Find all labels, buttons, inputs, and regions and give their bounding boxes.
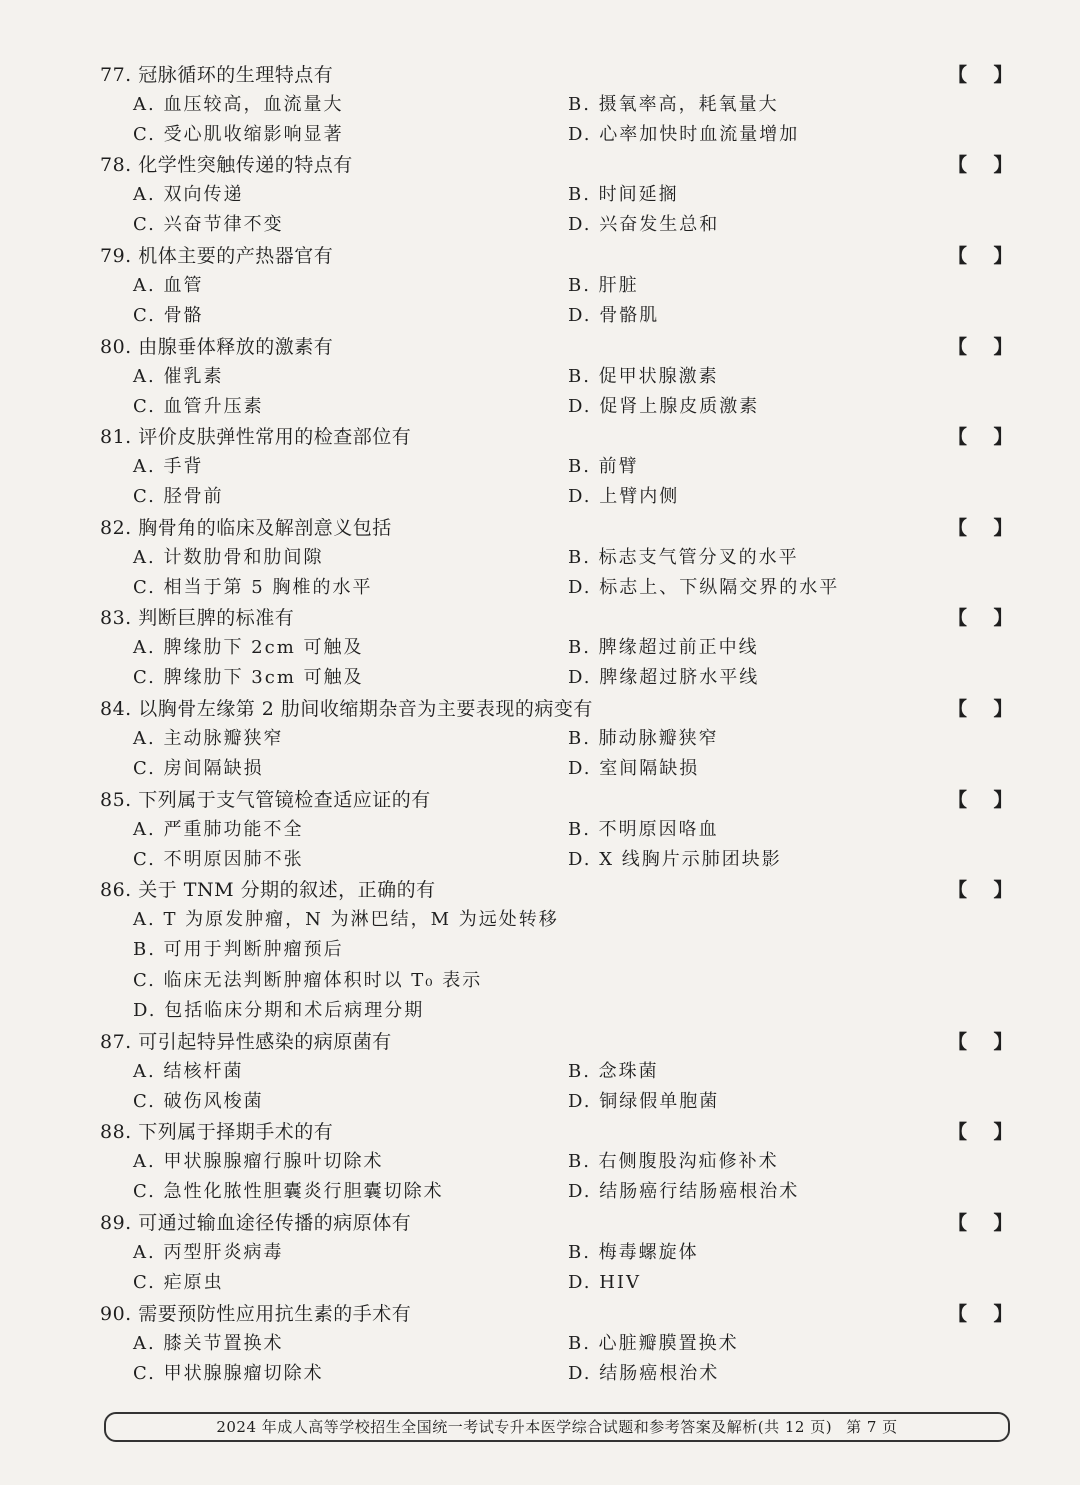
option-c: C. 急性化脓性胆囊炎行胆囊切除术 (133, 1181, 444, 1202)
question-stem: 87. 可引起特异性感染的病原菌有 (100, 1031, 392, 1053)
option-a: A. 丙型肝炎病毒 (133, 1242, 284, 1263)
option-c: C. 脾缘肋下 3cm 可触及 (133, 667, 364, 688)
option-a: A. 计数肋骨和肋间隙 (133, 547, 324, 568)
answer-bracket: 【 】 (948, 879, 1013, 901)
question-stem: 84. 以胸骨左缘第 2 肋间收缩期杂音为主要表现的病变有 (100, 698, 593, 720)
question-stem: 90. 需要预防性应用抗生素的手术有 (100, 1303, 412, 1325)
option-b: B. 前臂 (568, 456, 639, 477)
option-d: D. 结肠癌根治术 (568, 1363, 720, 1384)
option-c: C. 兴奋节律不变 (133, 214, 284, 235)
option-d: D. 结肠癌行结肠癌根治术 (568, 1181, 800, 1202)
option-d: D. 上臂内侧 (568, 486, 680, 507)
option-c: C. 房间隔缺损 (133, 758, 264, 779)
question-stem: 78. 化学性突触传递的特点有 (100, 154, 353, 176)
option-c: C. 不明原因肺不张 (133, 849, 304, 870)
question-stem: 80. 由腺垂体释放的激素有 (100, 336, 334, 358)
option-c: C. 破伤风梭菌 (133, 1091, 264, 1112)
option-a: A. 主动脉瓣狭窄 (133, 728, 284, 749)
option-c: C. 胫骨前 (133, 486, 224, 507)
question-stem: 85. 下列属于支气管镜检查适应证的有 (100, 789, 431, 811)
option-b: B. 脾缘超过前正中线 (568, 637, 759, 658)
answer-bracket: 【 】 (948, 1303, 1013, 1325)
option-a: A. 双向传递 (133, 184, 244, 205)
answer-bracket: 【 】 (948, 789, 1013, 811)
page-footer (104, 1412, 1010, 1442)
option-a: A. 结核杆菌 (133, 1061, 244, 1082)
footer-title: 2024 年成人高等学校招生全国统一考试专升本医学综合试题和参考答案及解析(共 12 页) (216, 1418, 833, 1436)
option-b: B. 摄氧率高，耗氧量大 (568, 94, 779, 115)
option-a: A. 膝关节置换术 (133, 1333, 284, 1354)
answer-bracket: 【 】 (948, 1031, 1013, 1053)
option-b: B. 梅毒螺旋体 (568, 1242, 699, 1263)
option-c: C. 疟原虫 (133, 1272, 224, 1293)
question-stem: 79. 机体主要的产热器官有 (100, 245, 334, 267)
answer-bracket: 【 】 (948, 607, 1013, 629)
option-d: D. 铜绿假单胞菌 (568, 1091, 720, 1112)
question-stem: 88. 下列属于择期手术的有 (100, 1121, 334, 1143)
option-a: A. 催乳素 (133, 366, 224, 387)
option-d: D. 脾缘超过脐水平线 (568, 667, 760, 688)
option-d: D. 心率加快时血流量增加 (568, 124, 800, 145)
question-stem: 77. 冠脉循环的生理特点有 (100, 64, 334, 86)
option-c: C. 血管升压素 (133, 396, 264, 417)
answer-bracket: 【 】 (948, 1121, 1013, 1143)
option-a: A. 严重肺功能不全 (133, 819, 304, 840)
option-b: B. 肝脏 (568, 275, 639, 296)
option-c: C. 骨骼 (133, 305, 204, 326)
option-b: B. 时间延搁 (568, 184, 679, 205)
option-d: D. 包括临床分期和术后病理分期 (133, 1000, 425, 1021)
option-a: A. 脾缘肋下 2cm 可触及 (133, 637, 364, 658)
option-c: C. 相当于第 5 胸椎的水平 (133, 577, 373, 598)
option-b: B. 促甲状腺激素 (568, 366, 719, 387)
option-b: B. 心脏瓣膜置换术 (568, 1333, 739, 1354)
option-c: C. 临床无法判断肿瘤体积时以 T₀ 表示 (133, 970, 483, 991)
option-a: A. 甲状腺腺瘤行腺叶切除术 (133, 1151, 384, 1172)
option-b: B. 右侧腹股沟疝修补术 (568, 1151, 779, 1172)
answer-bracket: 【 】 (948, 154, 1013, 176)
option-a: A. T 为原发肿瘤，N 为淋巴结，M 为远处转移 (133, 909, 559, 930)
question-stem: 82. 胸骨角的临床及解剖意义包括 (100, 517, 392, 539)
answer-bracket: 【 】 (948, 336, 1013, 358)
question-stem: 86. 关于 TNM 分期的叙述，正确的有 (100, 879, 436, 901)
answer-bracket: 【 】 (948, 698, 1013, 720)
option-a: A. 血压较高，血流量大 (133, 94, 344, 115)
option-c: C. 甲状腺腺瘤切除术 (133, 1363, 324, 1384)
option-a: A. 手背 (133, 456, 204, 477)
option-d: D. 室间隔缺损 (568, 758, 700, 779)
option-b: B. 念珠菌 (568, 1061, 659, 1082)
question-stem: 81. 评价皮肤弹性常用的检查部位有 (100, 426, 412, 448)
option-d: D. HIV (568, 1272, 642, 1293)
answer-bracket: 【 】 (948, 245, 1013, 267)
option-d: D. X 线胸片示肺团块影 (568, 849, 782, 870)
answer-bracket: 【 】 (948, 426, 1013, 448)
page-number: 第 7 页 (846, 1418, 898, 1436)
option-d: D. 标志上、下纵隔交界的水平 (568, 577, 840, 598)
option-d: D. 骨骼肌 (568, 305, 660, 326)
answer-bracket: 【 】 (948, 64, 1013, 86)
option-b: B. 标志支气管分叉的水平 (568, 547, 799, 568)
option-b: B. 可用于判断肿瘤预后 (133, 939, 344, 960)
question-stem: 89. 可通过输血途径传播的病原体有 (100, 1212, 412, 1234)
option-d: D. 兴奋发生总和 (568, 214, 720, 235)
option-b: B. 不明原因咯血 (568, 819, 719, 840)
answer-bracket: 【 】 (948, 517, 1013, 539)
question-stem: 83. 判断巨脾的标准有 (100, 607, 295, 629)
option-d: D. 促肾上腺皮质激素 (568, 396, 760, 417)
option-b: B. 肺动脉瓣狭窄 (568, 728, 719, 749)
option-c: C. 受心肌收缩影响显著 (133, 124, 344, 145)
option-a: A. 血管 (133, 275, 204, 296)
answer-bracket: 【 】 (948, 1212, 1013, 1234)
